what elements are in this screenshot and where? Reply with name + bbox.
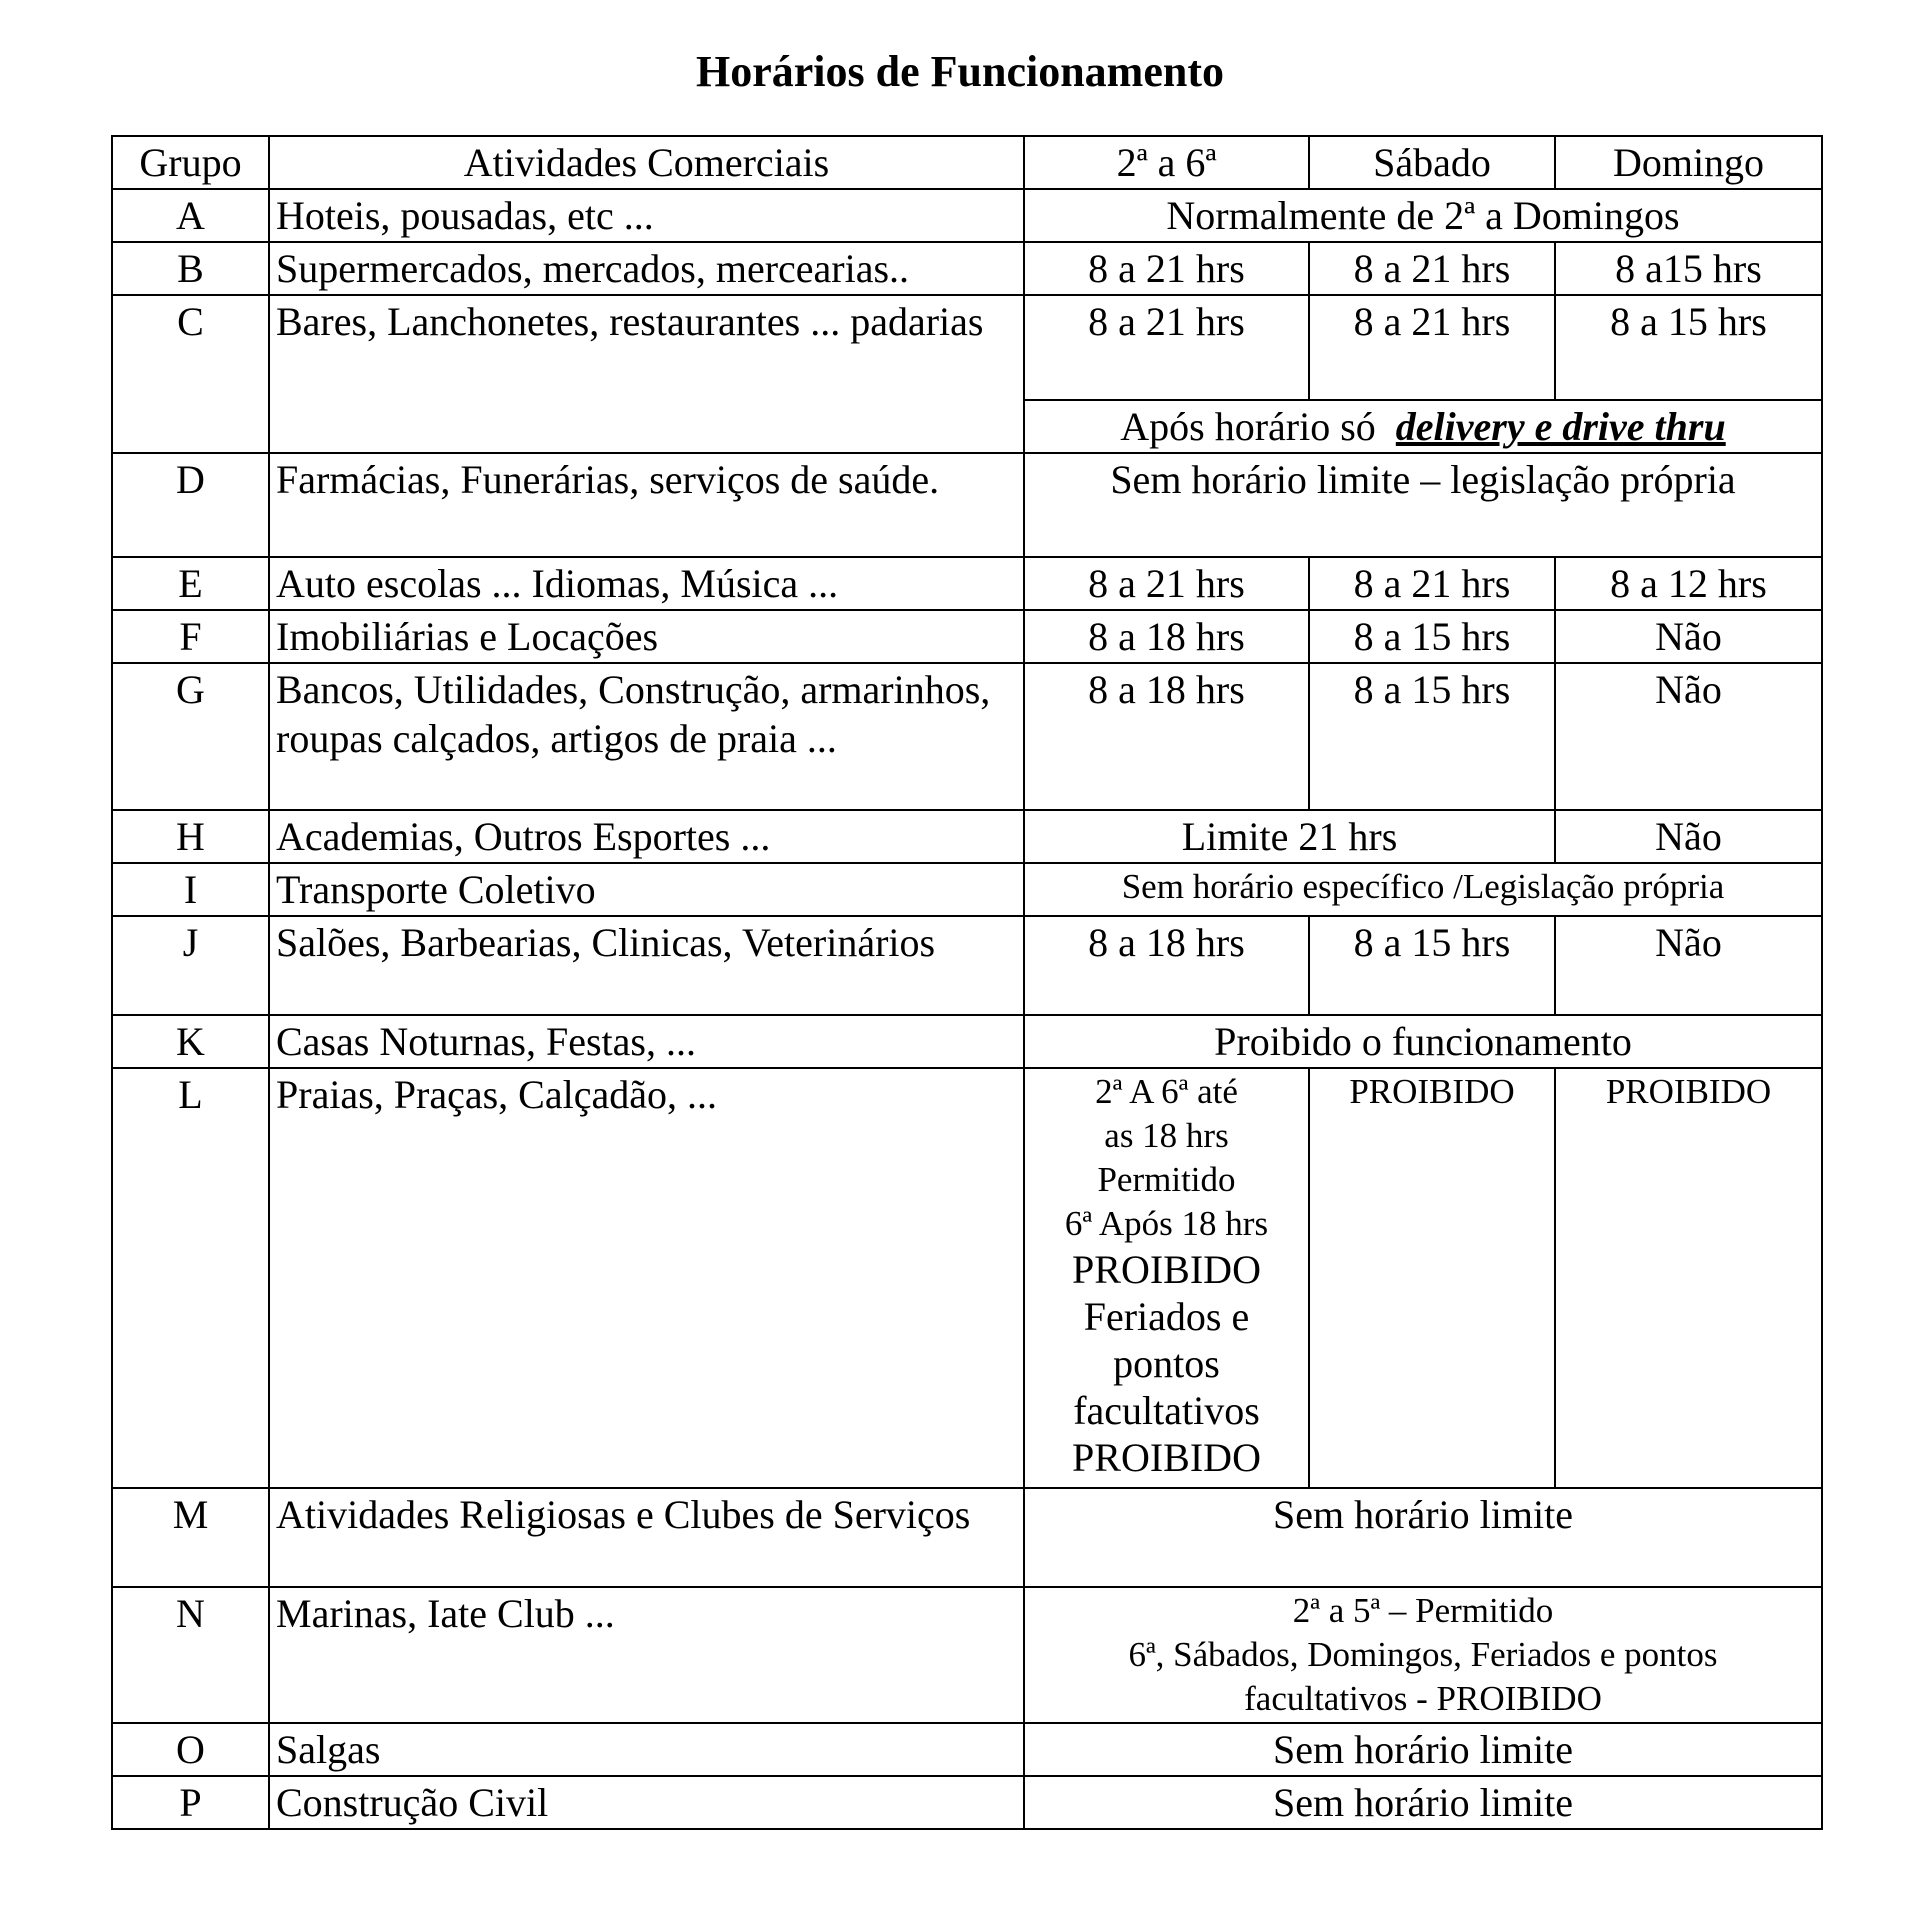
hours-sunday: Não <box>1555 663 1822 810</box>
hours-weekdays: 8 a 21 hrs <box>1024 557 1309 610</box>
hours-saturday: 8 a 15 hrs <box>1309 916 1555 1015</box>
hours-saturday: 8 a 21 hrs <box>1309 295 1555 400</box>
detail-line: 6ª Após 18 hrs <box>1064 1204 1269 1243</box>
table-row <box>112 1068 1822 1488</box>
hours-saturday: PROIBIDO <box>1309 1068 1555 1488</box>
group-letter: D <box>112 453 269 557</box>
group-letter: N <box>112 1587 269 1723</box>
detail-line: Permitido <box>1097 1160 1236 1199</box>
group-letter: G <box>112 663 269 810</box>
detail-line: 2ª a 5ª – Permitido <box>1292 1591 1554 1630</box>
group-letter: E <box>112 557 269 610</box>
activity-name: Bares, Lanchonetes, restaurantes ... padarias <box>269 295 1024 453</box>
hours-saturday: 8 a 21 hrs <box>1309 557 1555 610</box>
group-letter: F <box>112 610 269 663</box>
hours-saturday: 8 a 15 hrs <box>1309 663 1555 810</box>
hours-sunday: 8 a 12 hrs <box>1555 557 1822 610</box>
activity-name: Praias, Praças, Calçadão, ... <box>269 1068 1024 1488</box>
table-row <box>112 663 1822 810</box>
group-letter: K <box>112 1015 269 1068</box>
activity-name: Bancos, Utilidades, Construção, armarinhos, roupas calçados, artigos de praia ... <box>269 663 1024 810</box>
activity-name: Imobiliárias e Locações <box>269 610 1024 663</box>
activity-name: Supermercados, mercados, mercearias.. <box>269 242 1024 295</box>
hours-weekdays-detail <box>1024 1068 1309 1488</box>
schedule-table <box>111 135 1823 1830</box>
hours-saturday: 8 a 21 hrs <box>1309 242 1555 295</box>
hours-all-days: Sem horário específico /Legislação própria <box>1024 863 1822 916</box>
hours-weekdays: 8 a 18 hrs <box>1024 663 1309 810</box>
detail-line: PROIBIDO <box>1072 1435 1261 1480</box>
activity-name: Salgas <box>269 1723 1024 1776</box>
table-row <box>112 557 1822 610</box>
detail-line: Feriados e <box>1083 1294 1250 1339</box>
table-header-row <box>112 136 1822 189</box>
hours-all-days: Normalmente de 2ª a Domingos <box>1024 189 1822 242</box>
hours-sunday: 8 a 15 hrs <box>1555 295 1822 400</box>
hours-all-days: Sem horário limite – legislação própria <box>1024 453 1822 557</box>
hours-sunday: Não <box>1555 810 1822 863</box>
hours-saturday: 8 a 15 hrs <box>1309 610 1555 663</box>
group-letter: M <box>112 1488 269 1587</box>
detail-line: PROIBIDO <box>1072 1247 1261 1292</box>
header-semana: 2ª a 6ª <box>1024 136 1309 189</box>
group-letter: P <box>112 1776 269 1829</box>
activity-name: Salões, Barbearias, Clinicas, Veterinários <box>269 916 1024 1015</box>
group-letter: H <box>112 810 269 863</box>
note-prefix: Após horário só <box>1120 404 1376 449</box>
header-atividades: Atividades Comerciais <box>269 136 1024 189</box>
activity-name: Casas Noturnas, Festas, ... <box>269 1015 1024 1068</box>
hours-weekdays-saturday: Limite 21 hrs <box>1024 810 1555 863</box>
table-row <box>112 916 1822 1015</box>
activity-name: Atividades Religiosas e Clubes de Serviços <box>269 1488 1024 1587</box>
hours-all-days: Sem horário limite <box>1024 1488 1822 1587</box>
table-row <box>112 1723 1822 1776</box>
table-row <box>112 863 1822 916</box>
group-letter: J <box>112 916 269 1015</box>
group-letter: I <box>112 863 269 916</box>
hours-weekdays: 8 a 21 hrs <box>1024 242 1309 295</box>
group-letter: L <box>112 1068 269 1488</box>
activity-name: Academias, Outros Esportes ... <box>269 810 1024 863</box>
table-row <box>112 295 1822 400</box>
hours-sunday: PROIBIDO <box>1555 1068 1822 1488</box>
hours-sunday: 8 a15 hrs <box>1555 242 1822 295</box>
table-row <box>112 453 1822 557</box>
hours-sunday: Não <box>1555 610 1822 663</box>
detail-line: facultativos <box>1073 1388 1260 1433</box>
group-letter: C <box>112 295 269 453</box>
detail-line: as 18 hrs <box>1104 1116 1229 1155</box>
table-row <box>112 242 1822 295</box>
hours-sunday: Não <box>1555 916 1822 1015</box>
table-row <box>112 810 1822 863</box>
table-row <box>112 610 1822 663</box>
hours-all-days <box>1024 1587 1822 1723</box>
activity-name: Hoteis, pousadas, etc ... <box>269 189 1024 242</box>
group-letter: A <box>112 189 269 242</box>
activity-name: Transporte Coletivo <box>269 863 1024 916</box>
activity-name: Farmácias, Funerárias, serviços de saúde. <box>269 453 1024 557</box>
note-emphasis: delivery e drive thru <box>1395 404 1726 449</box>
hours-all-days: Sem horário limite <box>1024 1723 1822 1776</box>
document-title: Horários de Funcionamento <box>696 47 1224 96</box>
header-grupo: Grupo <box>112 136 269 189</box>
group-letter: B <box>112 242 269 295</box>
table-row <box>112 1776 1822 1829</box>
detail-line: pontos <box>1113 1341 1220 1386</box>
header-domingo: Domingo <box>1555 136 1822 189</box>
hours-all-days: Proibido o funcionamento <box>1024 1015 1822 1068</box>
activity-name: Construção Civil <box>269 1776 1024 1829</box>
detail-line: 2ª A 6ª até <box>1095 1072 1238 1111</box>
hours-weekdays: 8 a 18 hrs <box>1024 610 1309 663</box>
group-letter: O <box>112 1723 269 1776</box>
after-hours-note <box>1024 400 1822 453</box>
table-row <box>112 1488 1822 1587</box>
activity-name: Marinas, Iate Club ... <box>269 1587 1024 1723</box>
table-row <box>112 189 1822 242</box>
hours-weekdays: 8 a 18 hrs <box>1024 916 1309 1015</box>
table-row <box>112 1015 1822 1068</box>
detail-line: 6ª, Sábados, Domingos, Feriados e pontos facultativos - PROIBIDO <box>1128 1635 1718 1718</box>
hours-weekdays: 8 a 21 hrs <box>1024 295 1309 400</box>
hours-all-days: Sem horário limite <box>1024 1776 1822 1829</box>
header-sabado: Sábado <box>1309 136 1555 189</box>
activity-name: Auto escolas ... Idiomas, Música ... <box>269 557 1024 610</box>
table-row <box>112 1587 1822 1723</box>
